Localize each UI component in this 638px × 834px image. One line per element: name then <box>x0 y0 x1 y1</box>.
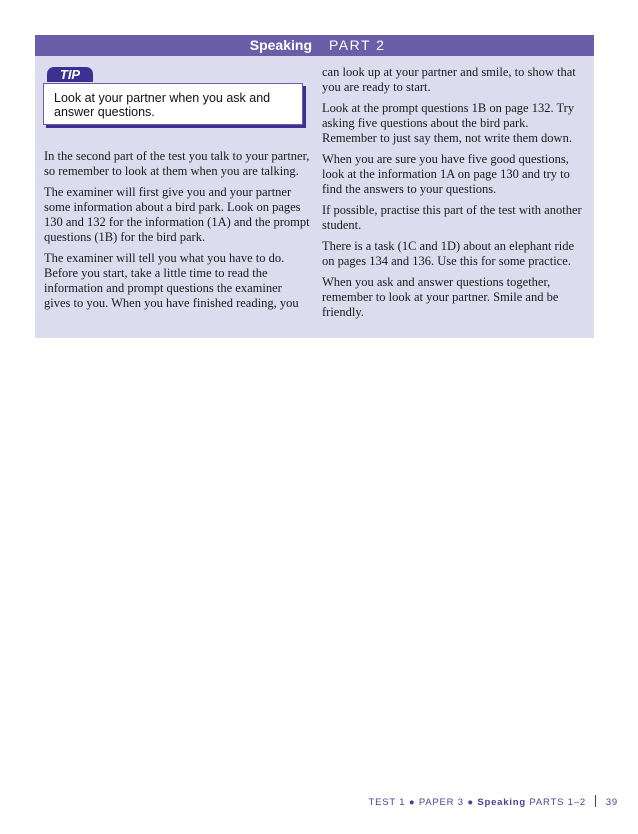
footer-divider <box>595 795 596 807</box>
right-column <box>322 65 584 326</box>
paragraph: The examiner will tell you what you have to do. Before you start, take a little time to read the information and prompt questions the examiner gives to you. When you have finished reading, you <box>44 251 299 310</box>
page-footer <box>369 795 618 808</box>
paragraph: can look up at your partner and smile, to show that you are ready to start. <box>322 65 576 94</box>
tip-text: Look at your partner when you ask and answer questions. <box>54 91 271 119</box>
paragraph: If possible, practise this part of the test with another student. <box>322 203 582 232</box>
paragraph: When you are sure you have five good questions, look at the information 1A on page 130 and try to find the answers to your questions. <box>322 152 570 196</box>
paragraph: Look at the prompt questions 1B on page 132. Try asking five questions about the bird park. Remember to just say them, not write them down. <box>322 101 575 145</box>
footer-test: TEST 1 <box>368 797 406 808</box>
tip-box <box>43 83 303 125</box>
paragraph: In the second part of the test you talk to your partner, so remember to look at them when you are talking. <box>44 149 310 178</box>
paragraph: The examiner will first give you and your partner some information about a bird park. Look on pages 130 and 132 for the information (1A) and the prompt questions (1B) for the bird park. <box>44 185 310 244</box>
footer-parts: PARTS 1–2 <box>529 797 586 808</box>
left-column <box>44 149 310 317</box>
section-title: Speaking <box>249 37 312 53</box>
bullet-icon: ● <box>408 797 416 808</box>
bullet-icon: ● <box>467 797 474 808</box>
paragraph: When you ask and answer questions together, remember to look at your partner. Smile and be friendly. <box>322 275 559 319</box>
footer-paper: PAPER 3 <box>418 797 464 808</box>
page-number: 39 <box>605 797 618 808</box>
tip-label: TIP <box>47 67 93 82</box>
section-header-bar <box>35 35 594 56</box>
footer-section: Speaking <box>477 797 526 808</box>
part-label: PART 2 <box>329 37 386 53</box>
paragraph: There is a task (1C and 1D) about an elephant ride on pages 134 and 136. Use this for some practice. <box>322 239 574 268</box>
content-panel <box>35 56 594 338</box>
